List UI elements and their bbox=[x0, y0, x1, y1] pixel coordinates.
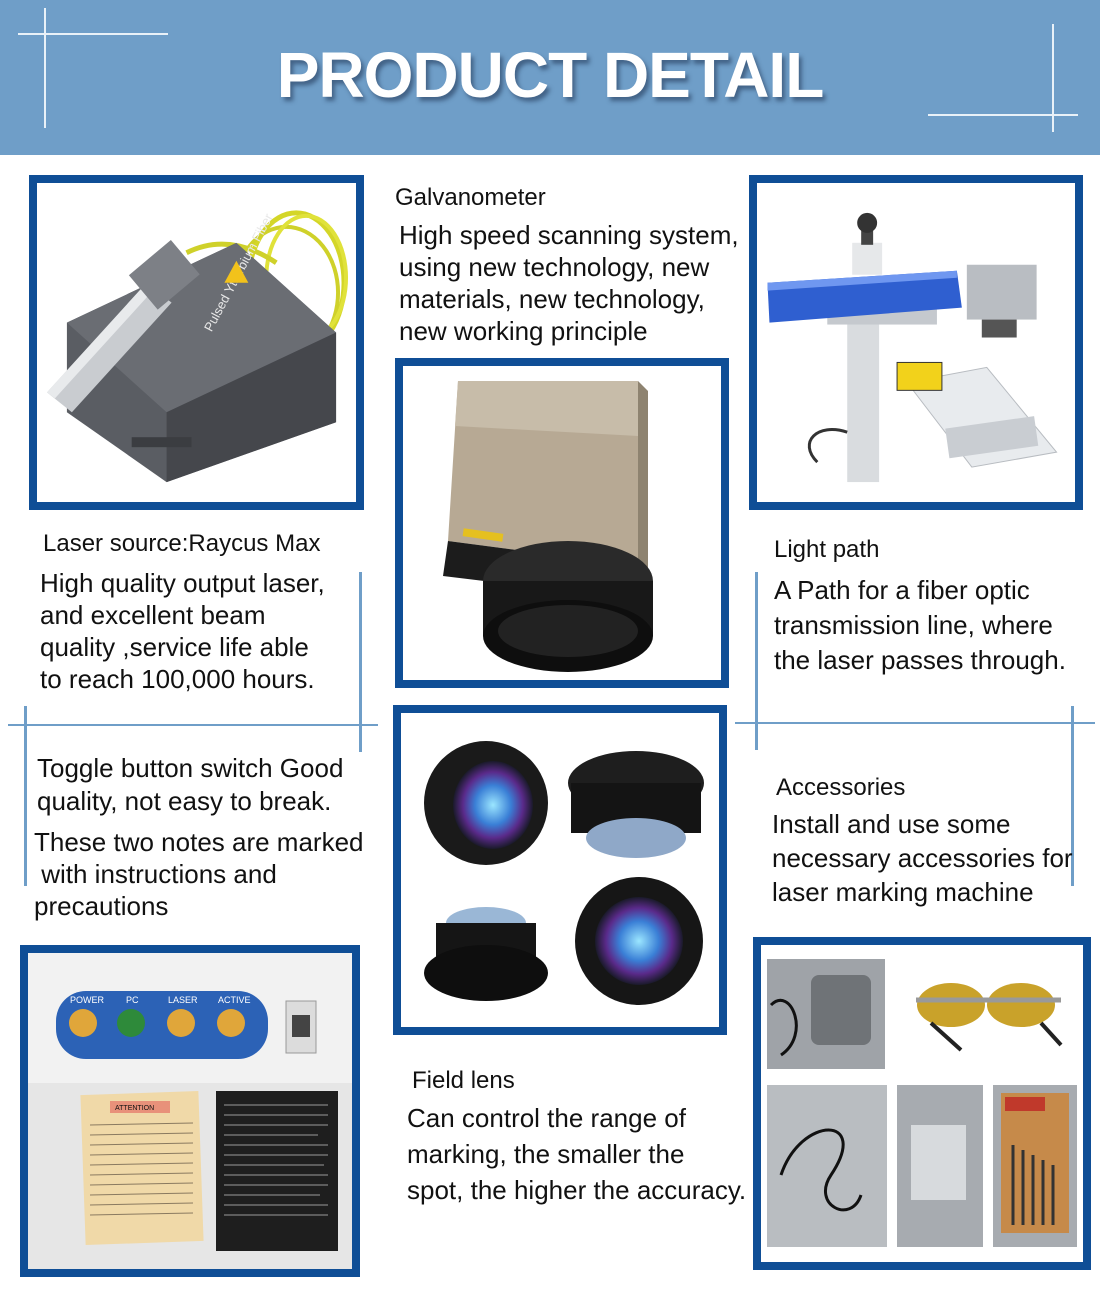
galvanometer-image bbox=[403, 366, 721, 680]
desc-line: Install and use some bbox=[772, 809, 1011, 839]
desc-line: quality, not easy to break. bbox=[37, 786, 332, 816]
laser-source-description bbox=[40, 567, 325, 695]
desc-line: Can control the range of bbox=[407, 1103, 686, 1133]
control-panel-image bbox=[28, 953, 352, 1269]
laser-source-title: Laser source:Raycus Max bbox=[43, 530, 321, 557]
panel-label: POWER bbox=[70, 995, 105, 1005]
laser-source-image bbox=[37, 183, 356, 502]
field-lens-image bbox=[401, 713, 719, 1027]
attention-label: ATTENTION bbox=[115, 1105, 155, 1112]
accessories-image bbox=[761, 945, 1083, 1262]
accessories-photo bbox=[753, 937, 1091, 1270]
page-title: PRODUCT DETAIL bbox=[276, 39, 824, 111]
galvanometer-photo bbox=[395, 358, 729, 688]
field-lens-description bbox=[407, 1100, 746, 1208]
laser-source-photo bbox=[29, 175, 364, 510]
accessories-description bbox=[772, 807, 1073, 909]
panel-label: LASER bbox=[168, 995, 198, 1005]
decor-line bbox=[928, 114, 1078, 116]
light-path-description bbox=[774, 573, 1066, 678]
marking-machine-image bbox=[757, 183, 1075, 502]
desc-line: marking, the smaller the bbox=[407, 1139, 685, 1169]
marking-machine-photo bbox=[749, 175, 1083, 510]
panel-label: ACTIVE bbox=[218, 995, 251, 1005]
desc-line: and excellent beam bbox=[40, 600, 266, 630]
desc-line: materials, new technology, bbox=[399, 284, 705, 314]
desc-line: using new technology, new bbox=[399, 252, 710, 282]
desc-line: Toggle button switch Good bbox=[37, 753, 344, 783]
desc-line: These two notes are marked bbox=[34, 827, 364, 857]
section-divider bbox=[8, 724, 378, 726]
desc-line: transmission line, where bbox=[774, 610, 1053, 640]
toggle-description bbox=[37, 752, 343, 818]
notes-description bbox=[34, 826, 364, 922]
desc-line: to reach 100,000 hours. bbox=[40, 664, 315, 694]
accent-line bbox=[24, 706, 27, 886]
decor-line bbox=[18, 33, 168, 35]
desc-line: A Path for a fiber optic bbox=[774, 575, 1030, 605]
panel-label: PC bbox=[126, 995, 139, 1005]
galvanometer-title: Galvanometer bbox=[395, 184, 546, 211]
desc-line: High speed scanning system, bbox=[399, 220, 739, 250]
desc-line: the laser passes through. bbox=[774, 645, 1066, 675]
galvanometer-description bbox=[399, 219, 739, 347]
desc-line: spot, the higher the accuracy. bbox=[407, 1175, 747, 1205]
accessories-title: Accessories bbox=[776, 774, 906, 801]
field-lens-title: Field lens bbox=[412, 1067, 515, 1094]
desc-line: new working principle bbox=[399, 316, 648, 346]
desc-line: necessary accessories for bbox=[772, 843, 1073, 873]
desc-line: High quality output laser, bbox=[40, 568, 325, 598]
desc-line: with instructions and bbox=[34, 859, 277, 889]
desc-line: quality ,service life able bbox=[40, 632, 309, 662]
section-divider bbox=[735, 722, 1095, 724]
control-panel-photo bbox=[20, 945, 360, 1277]
photo-label: Pulsed Ytterbium Fiber bbox=[200, 210, 276, 334]
desc-line: precautions bbox=[34, 891, 169, 921]
field-lens-photo bbox=[393, 705, 727, 1035]
header-banner bbox=[0, 0, 1100, 155]
light-path-title: Light path bbox=[774, 536, 880, 563]
desc-line: laser marking machine bbox=[772, 877, 1034, 907]
